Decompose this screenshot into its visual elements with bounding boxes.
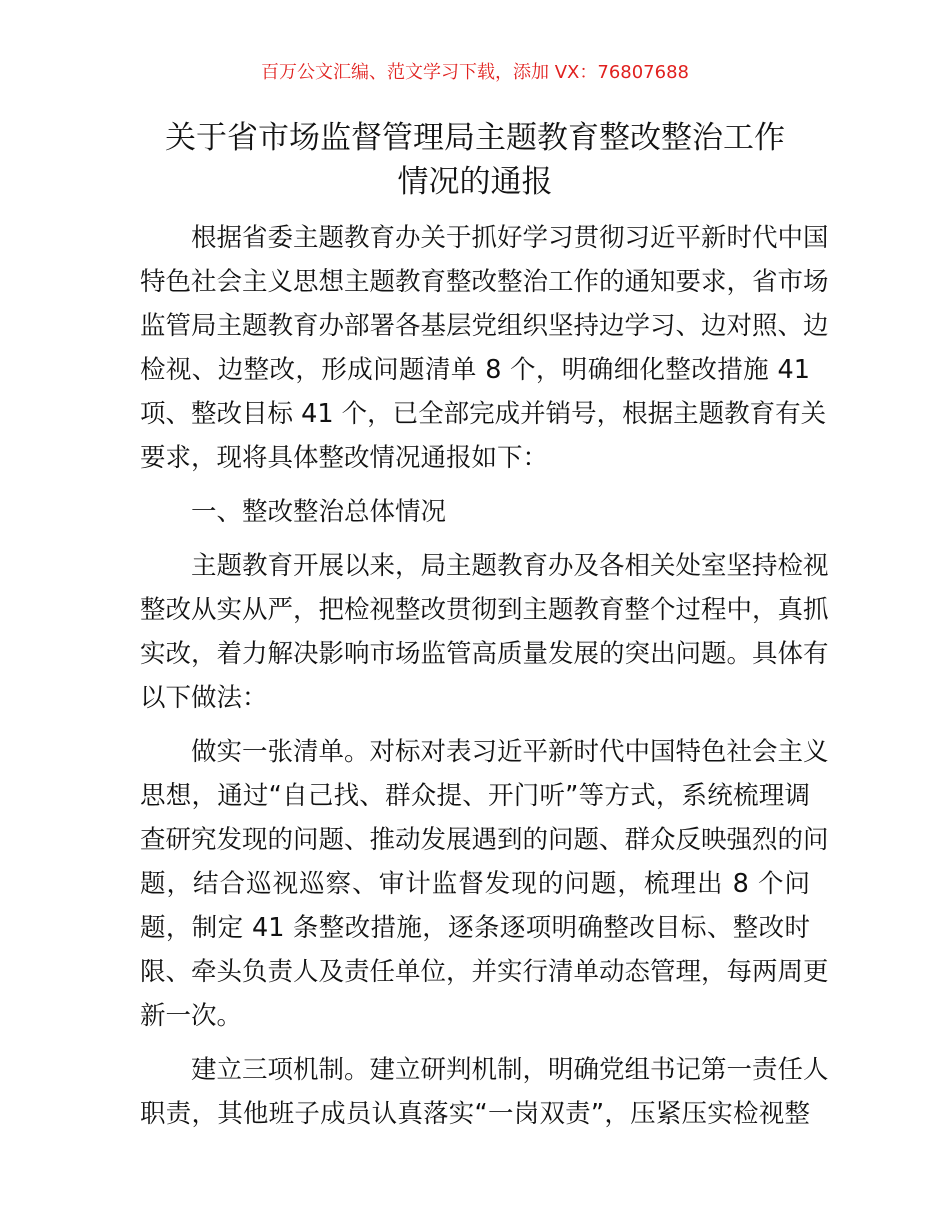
paragraph-line: 检视、边整改，形成问题清单 8 个，明确细化整改措施 41 — [140, 355, 810, 385]
paragraph-line: 职责，其他班子成员认真落实“一岗双责”，压紧压实检视整 — [140, 1099, 810, 1129]
paragraph — [140, 216, 829, 480]
document-body — [140, 216, 829, 1146]
paragraph-line: 做实一张清单。对标对表习近平新时代中国特色社会主义 — [191, 737, 829, 767]
paragraph-line: 新一次。 — [140, 1001, 243, 1031]
paragraph-line: 以下做法： — [140, 683, 268, 713]
paragraph-line: 思想，通过“自己找、群众提、开门听”等方式，系统梳理调 — [140, 781, 810, 811]
title-line: 情况的通报 — [397, 164, 553, 200]
paragraph-line: 监管局主题教育办部署各基层党组织坚持边学习、边对照、边 — [140, 311, 829, 341]
document-title — [100, 116, 850, 204]
paragraph-line: 题，制定 41 条整改措施，逐条逐项明确整改目标、整改时 — [140, 913, 810, 943]
paragraph-line: 建立三项机制。建立研判机制，明确党组书记第一责任人 — [191, 1055, 829, 1085]
paragraph-line: 实改，着力解决影响市场监管高质量发展的突出问题。具体有 — [140, 639, 829, 669]
paragraph-line: 项、整改目标 41 个，已全部完成并销号，根据主题教育有关 — [140, 399, 827, 429]
paragraph — [140, 490, 810, 534]
paragraph-line: 整改从实从严，把检视整改贯彻到主题教育整个过程中，真抓 — [140, 595, 829, 625]
watermark-text: 百万公文汇编、范文学习下载，添加 VX：76807688 — [261, 62, 689, 83]
paragraph-line: 主题教育开展以来，局主题教育办及各相关处室坚持检视 — [191, 551, 829, 581]
paragraph — [140, 730, 829, 1038]
paragraph-line: 一、整改整治总体情况 — [191, 497, 447, 527]
paragraph-line: 特色社会主义思想主题教育整改整治工作的通知要求，省市场 — [140, 267, 829, 297]
paragraph-line: 根据省委主题教育办关于抓好学习贯彻习近平新时代中国 — [191, 223, 829, 253]
paragraph-line: 查研究发现的问题、推动发展遇到的问题、群众反映强烈的问 — [140, 825, 829, 855]
title-line: 关于省市场监督管理局主题教育整改整治工作 — [165, 120, 785, 156]
paragraph — [140, 544, 829, 720]
paragraph-line: 题，结合巡视巡察、审计监督发现的问题，梳理出 8 个问 — [140, 869, 810, 899]
paragraph — [140, 1048, 829, 1136]
paragraph-line: 要求，现将具体整改情况通报如下： — [140, 443, 549, 473]
paragraph-line: 限、牵头负责人及责任单位，并实行清单动态管理，每两周更 — [140, 957, 829, 987]
